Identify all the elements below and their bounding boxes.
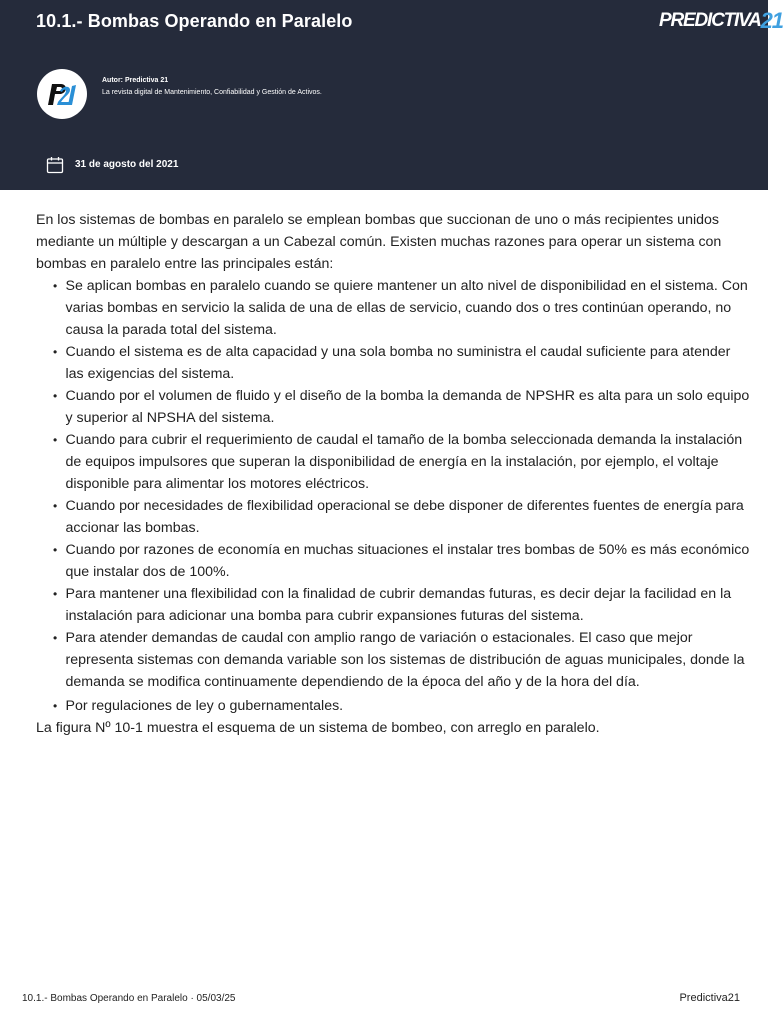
list-item: • Cuando para cubrir el requerimiento de caudal el tamaño de la bomba seleccionada demanda la instalación de equipos impulsores que superan la disponibilidad de energía en la instalación, por ejemplo, el voltaje disponible para alimentar los motores eléctricos. xyxy=(36,429,752,495)
list-item: • Cuando por razones de economía en muchas situaciones el instalar tres bombas de 50% es más económico que instalar dos de 100%. xyxy=(36,539,752,583)
page-title: 10.1.- Bombas Operando en Paralelo xyxy=(36,11,353,31)
predictiva21-logo[interactable] xyxy=(659,9,783,33)
footer-page-info: 10.1.- Bombas Operando en Paralelo · 05/03/25 xyxy=(22,993,236,1004)
author-description: La revista digital de Mantenimiento, Confiabilidad y Gestión de Activos. xyxy=(102,89,322,96)
calendar-icon xyxy=(46,156,64,174)
list-item: • Para mantener una flexibilidad con la finalidad de cubrir demandas futuras, es decir dejar la facilidad en la instalación para adicionar una bomba para cubrir expansiones futuras del sistema. xyxy=(36,583,752,627)
intro-paragraph: En los sistemas de bombas en paralelo se emplean bombas que succionan de uno o más recipientes unidos mediante un múltiple y descargan a un Cabezal común. Existen muchas razones para operar un sistema con bombas en paralelo entre las principales están: xyxy=(36,212,722,272)
list-item: • Para atender demandas de caudal con amplio rango de variación o estacionales. El caso que mejor representa sistemas con demanda variable son los sistemas de distribución de aguas municipales, donde la demanda se modifica continuamente dependiendo de la época del año y de la hora del día. xyxy=(36,627,752,693)
author-avatar[interactable] xyxy=(37,69,87,119)
list-item: • Se aplican bombas en paralelo cuando se quiere mantener un alto nivel de disponibilidad en el sistema. Con varias bombas en servicio la salida de una de ellas de servicio, cuando dos o tres continúan operando, no causa la parada total del sistema. xyxy=(36,275,752,341)
logo-number: 21 xyxy=(760,8,783,33)
article-body xyxy=(36,209,752,739)
closing-paragraph: La figura Nº 10-1 muestra el esquema de un sistema de bombeo, con arreglo en paralelo. xyxy=(36,720,600,736)
logo-text: PREDICTIVA xyxy=(659,10,761,31)
footer-site-name[interactable]: Predictiva21 xyxy=(679,992,740,1004)
reasons-list xyxy=(36,275,752,717)
p21-logo-icon xyxy=(43,79,81,109)
list-item: • Por regulaciones de ley o gubernamentales. xyxy=(36,695,752,717)
author-name: Autor: Predictiva 21 xyxy=(102,77,169,84)
article-header xyxy=(0,0,783,190)
author-info xyxy=(102,77,322,96)
list-item: • Cuando el sistema es de alta capacidad y una sola bomba no suministra el caudal suficiente para atender las exigencias del sistema. xyxy=(36,341,752,385)
publish-date: 31 de agosto del 2021 xyxy=(75,159,179,170)
list-item: • Cuando por el volumen de fluido y el diseño de la bomba la demanda de NPSHR es alta para un solo equipo y superior al NPSHA del sistema. xyxy=(36,385,752,429)
list-item: • Cuando por necesidades de flexibilidad operacional se debe disponer de diferentes fuentes de energía para accionar las bombas. xyxy=(36,495,752,539)
